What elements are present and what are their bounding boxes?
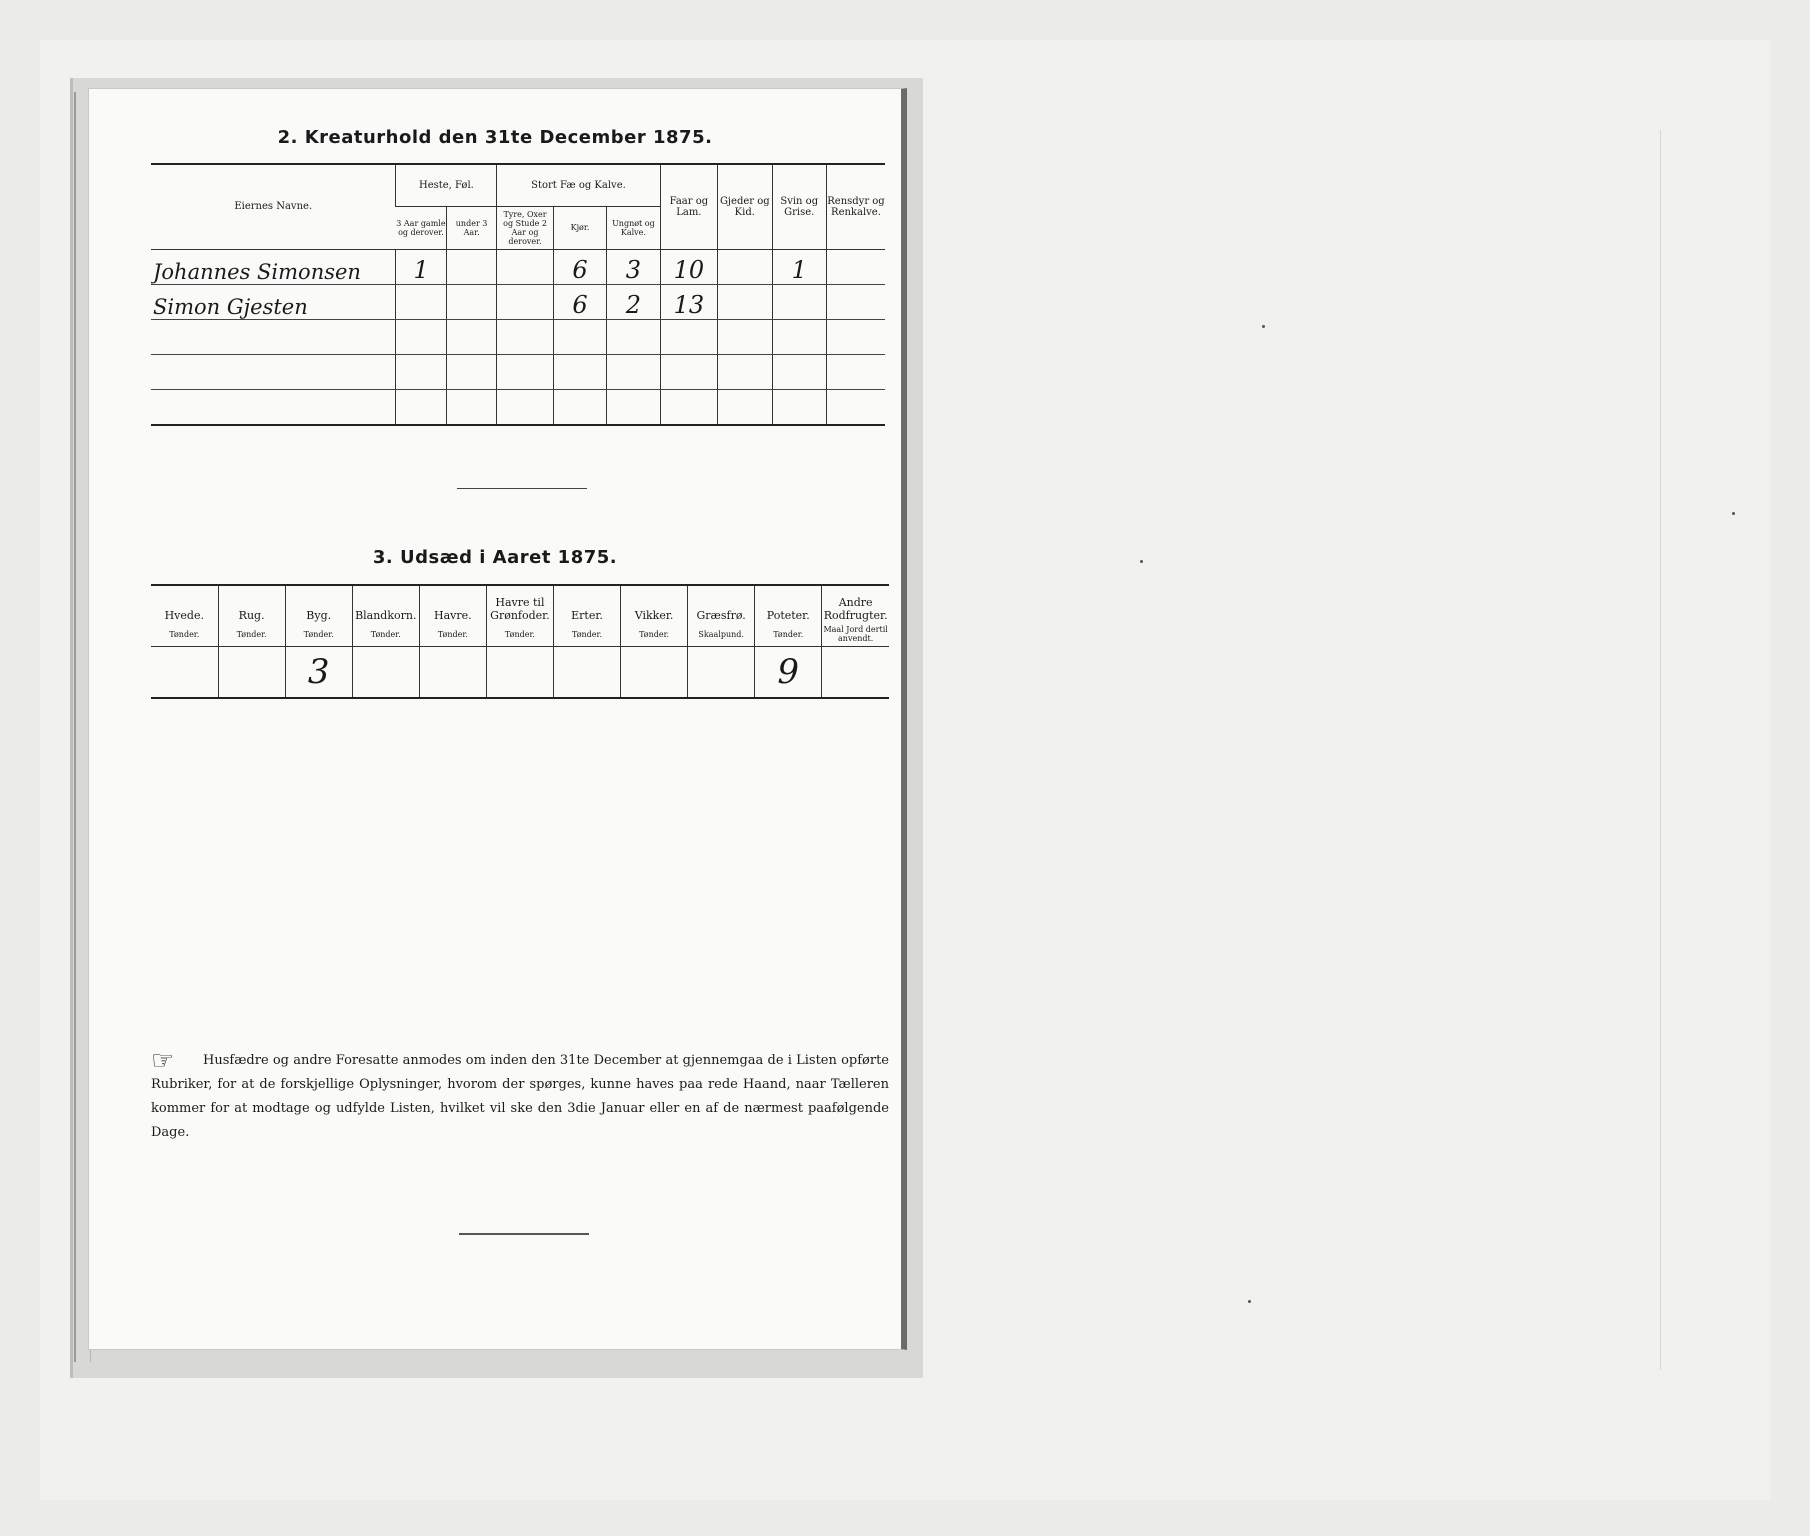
section-divider xyxy=(457,488,587,489)
owner-header: Eiernes Navne. xyxy=(151,164,396,250)
cell-andre-rodfrugter xyxy=(822,647,889,699)
kjer-header: Kjør. xyxy=(553,207,606,250)
heste-header: Heste, Føl. xyxy=(396,164,497,207)
col-blandkorn: Blandkorn. xyxy=(352,585,419,622)
cell-rensdyr xyxy=(826,355,885,390)
cell-svin xyxy=(772,320,826,355)
cell-poteter: 9 xyxy=(755,647,822,699)
cell-heste-old xyxy=(396,285,446,320)
cell-heste-old: 1 xyxy=(396,250,446,285)
notice-text: Husfædre og andre Foresatte anmodes om inden den 31te December at gjennemgaa de i Listen opførte Rubriker, for at de forskjellige Oplysninger, hvorom der spørges, kunne haves paa rede Haand, naar Tælleren kommer for at modtage og udfylde Listen, hvilket vil ske den 3die Januar eller en af de nærmest paafølgende Dage. xyxy=(151,1053,889,1140)
col-erter: Erter. xyxy=(553,585,620,622)
cell-rensdyr xyxy=(826,390,885,426)
col-hvede: Hvede. xyxy=(151,585,218,622)
cell-ungnot xyxy=(607,320,660,355)
table-row xyxy=(151,355,885,390)
owner-name: Johannes Simonsen xyxy=(151,250,396,285)
cell-heste-young xyxy=(446,285,496,320)
cell-heste-old xyxy=(396,355,446,390)
owner-name xyxy=(151,390,396,426)
cell-svin xyxy=(772,285,826,320)
col-graesfro: Græsfrø. xyxy=(688,585,755,622)
unit-label: Tønder. xyxy=(553,622,620,647)
unit-label: Tønder. xyxy=(621,622,688,647)
cell-svin: 1 xyxy=(772,250,826,285)
cell-graesfro xyxy=(688,647,755,699)
cell-tyre xyxy=(497,320,553,355)
stort-fae-header: Stort Fæ og Kalve. xyxy=(497,164,660,207)
unit-label: Tønder. xyxy=(755,622,822,647)
cell-faar xyxy=(660,355,717,390)
cell-faar: 10 xyxy=(660,250,717,285)
cell-kjer xyxy=(553,320,606,355)
owner-name xyxy=(151,320,396,355)
cell-heste-young xyxy=(446,320,496,355)
footer-rule xyxy=(459,1233,589,1235)
section2-title: 2. Kreaturhold den 31te December 1875. xyxy=(277,127,713,148)
notice-paragraph xyxy=(151,1045,889,1145)
unit-label: Tønder. xyxy=(352,622,419,647)
unit-label: Maal Jord dertil anvendt. xyxy=(822,622,889,647)
cell-gjeder xyxy=(718,250,772,285)
cell-rensdyr xyxy=(826,285,885,320)
cell-faar: 13 xyxy=(660,285,717,320)
unit-label: Skaalpund. xyxy=(688,622,755,647)
cell-heste-old xyxy=(396,320,446,355)
scan-speck xyxy=(1262,325,1265,328)
cell-ungnot: 3 xyxy=(607,250,660,285)
cell-heste-young xyxy=(446,390,496,426)
col-vikker: Vikker. xyxy=(621,585,688,622)
col-andre-rodfrugter: Andre Rodfrugter. xyxy=(822,585,889,622)
tyre-header: Tyre, Oxer og Stude 2 Aar og derover. xyxy=(497,207,553,250)
cell-rensdyr xyxy=(826,250,885,285)
cell-ungnot: 2 xyxy=(607,285,660,320)
col-byg: Byg. xyxy=(285,585,352,622)
cell-tyre xyxy=(497,390,553,426)
cell-erter xyxy=(553,647,620,699)
section3-title: 3. Udsæd i Aaret 1875. xyxy=(372,547,618,568)
col-havre-gronfoder: Havre til Grønfoder. xyxy=(486,585,553,622)
scan-speck xyxy=(1732,512,1735,515)
col-havre: Havre. xyxy=(419,585,486,622)
unit-label: Tønder. xyxy=(419,622,486,647)
census-page xyxy=(88,88,907,1350)
table-row xyxy=(151,390,885,426)
cell-rug xyxy=(218,647,285,699)
unit-label: Tønder. xyxy=(285,622,352,647)
cell-heste-young xyxy=(446,250,496,285)
seed-table xyxy=(151,584,889,699)
cell-vikker xyxy=(621,647,688,699)
table-row xyxy=(151,320,885,355)
cell-havre xyxy=(419,647,486,699)
cell-havre-gronfoder xyxy=(486,647,553,699)
cell-heste-young xyxy=(446,355,496,390)
cell-ungnot xyxy=(607,355,660,390)
cell-ungnot xyxy=(607,390,660,426)
cell-gjeder xyxy=(718,320,772,355)
owner-name: Simon Gjesten xyxy=(151,285,396,320)
cell-rensdyr xyxy=(826,320,885,355)
cell-gjeder xyxy=(718,355,772,390)
scan-speck xyxy=(1140,560,1143,563)
cell-tyre xyxy=(497,355,553,390)
pointing-hand-icon: ☞ xyxy=(151,1045,175,1076)
scan-speck xyxy=(1248,1300,1251,1303)
owner-name xyxy=(151,355,396,390)
table-row xyxy=(151,250,885,285)
unit-label: Tønder. xyxy=(486,622,553,647)
gjeder-header: Gjeder og Kid. xyxy=(718,164,772,250)
cell-kjer: 6 xyxy=(553,285,606,320)
faar-header: Faar og Lam. xyxy=(660,164,717,250)
cell-kjer: 6 xyxy=(553,250,606,285)
cell-byg: 3 xyxy=(285,647,352,699)
svin-header: Svin og Grise. xyxy=(772,164,826,250)
cell-gjeder xyxy=(718,390,772,426)
cell-blandkorn xyxy=(352,647,419,699)
heste-old-header: 3 Aar gamle og derover. xyxy=(396,207,446,250)
cell-gjeder xyxy=(718,285,772,320)
cell-kjer xyxy=(553,390,606,426)
col-poteter: Poteter. xyxy=(755,585,822,622)
cell-svin xyxy=(772,390,826,426)
heste-young-header: under 3 Aar. xyxy=(446,207,496,250)
cell-tyre xyxy=(497,285,553,320)
table-row xyxy=(151,647,889,699)
unit-label: Tønder. xyxy=(218,622,285,647)
cell-faar xyxy=(660,320,717,355)
cell-kjer xyxy=(553,355,606,390)
cell-hvede xyxy=(151,647,218,699)
cell-heste-old xyxy=(396,390,446,426)
livestock-table xyxy=(151,163,885,426)
cell-faar xyxy=(660,390,717,426)
cell-svin xyxy=(772,355,826,390)
table-row xyxy=(151,285,885,320)
rensdyr-header: Rensdyr og Renkalve. xyxy=(826,164,885,250)
unit-label: Tønder. xyxy=(151,622,218,647)
ungnot-header: Ungnøt og Kalve. xyxy=(607,207,660,250)
cell-tyre xyxy=(497,250,553,285)
col-rug: Rug. xyxy=(218,585,285,622)
scan-artifact-line xyxy=(1660,130,1661,1370)
